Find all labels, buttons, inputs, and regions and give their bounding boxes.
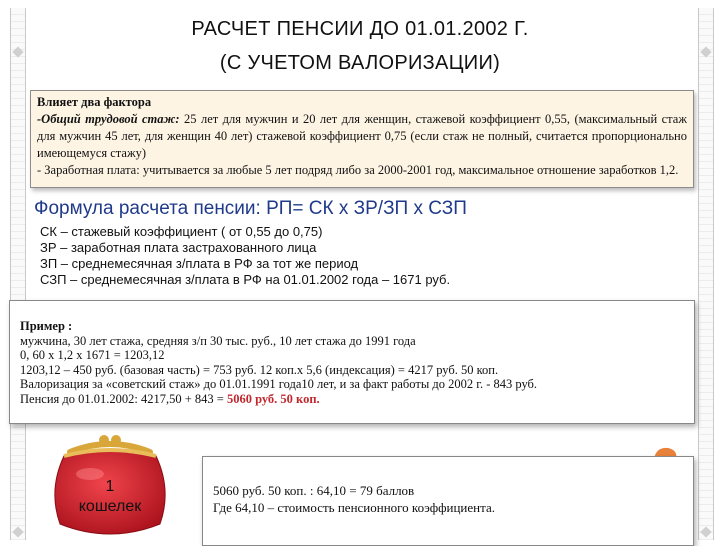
- factors-heading: Влияет два фактора: [37, 95, 152, 109]
- result-box: [202, 456, 694, 546]
- factor-item-salary: [37, 162, 687, 179]
- rail-ornament: [700, 46, 711, 57]
- example-line-total: [20, 392, 684, 407]
- legend-item: ЗП – среднемесячная з/плата в РФ за тот же период: [40, 256, 359, 271]
- example-heading: Пример :: [20, 319, 73, 333]
- example-line: 1203,12 – 450 руб. (базовая часть) = 753 руб. 12 коп.х 5,6 (индексация) = 4217 руб. 50 коп.: [20, 362, 499, 377]
- result-line: Где 64,10 – стоимость пенсионного коэффициента.: [213, 500, 495, 515]
- factor-item-work-experience: [37, 111, 687, 162]
- rail-ornament: [12, 46, 23, 57]
- left-decorative-rail: [10, 8, 26, 540]
- formula-legend: [40, 224, 450, 288]
- legend-item: ЗР – заработная плата застрахованного лица: [40, 240, 317, 255]
- factor-text: 25 лет для мужчин и 20 лет для женщин, стажевой коэффициент 0,55, (максимальный стаж для мужчин 45 лет, для женщин 40 лет) стажевой коэффициент 0,75 (если стаж не полный, считается пропорционально имеющемуся стажу): [37, 112, 687, 160]
- purse-word: кошелек: [78, 498, 142, 515]
- slide-title-line2: (С УЧЕТОМ ВАЛОРИЗАЦИИ): [219, 52, 501, 74]
- purse-number: 1: [105, 478, 115, 495]
- factors-box: [30, 90, 694, 188]
- factor-text: учитывается за любые 5 лет подряд либо за 2000-2001 год, максимальное отношение заработков 1,2.: [139, 163, 679, 177]
- example-line: мужчина, 30 лет стажа, средняя з/п 30 тыс. руб., 10 лет стажа до 1991 года: [20, 333, 416, 348]
- total-prefix: Пенсия до 01.01.2002: 4217,50 + 843 =: [20, 391, 227, 406]
- rail-ornament: [12, 526, 23, 537]
- example-line: 0, 60 х 1,2 х 1671 = 1203,12: [20, 348, 165, 363]
- rail-ornament: [700, 526, 711, 537]
- legend-item: СЗП – среднемесячная з/плата в РФ на 01.01.2002 года – 1671 руб.: [40, 272, 451, 287]
- right-decorative-rail: [698, 8, 714, 540]
- total-result: 5060 руб. 50 коп.: [226, 391, 320, 406]
- example-box: [9, 300, 695, 424]
- purse-label: [48, 477, 172, 517]
- factor-label: - Заработная плата:: [37, 163, 140, 177]
- legend-item: СК – стажевый коэффициент ( от 0,55 до 0,75): [40, 224, 323, 239]
- result-line: 5060 руб. 50 коп. : 64,10 = 79 баллов: [213, 483, 415, 498]
- slide-title-line1: РАСЧЕТ ПЕНСИИ ДО 01.01.2002 Г.: [191, 18, 529, 40]
- formula-title: Формула расчета пенсии: РП= СК х ЗР/ЗП х СЗП: [34, 198, 467, 219]
- factor-label: -Общий трудовой стаж:: [37, 112, 180, 126]
- example-line: Валоризация за «советский стаж» до 01.01.1991 года10 лет, и за факт работы до 2002 г. - 843 руб.: [20, 377, 538, 392]
